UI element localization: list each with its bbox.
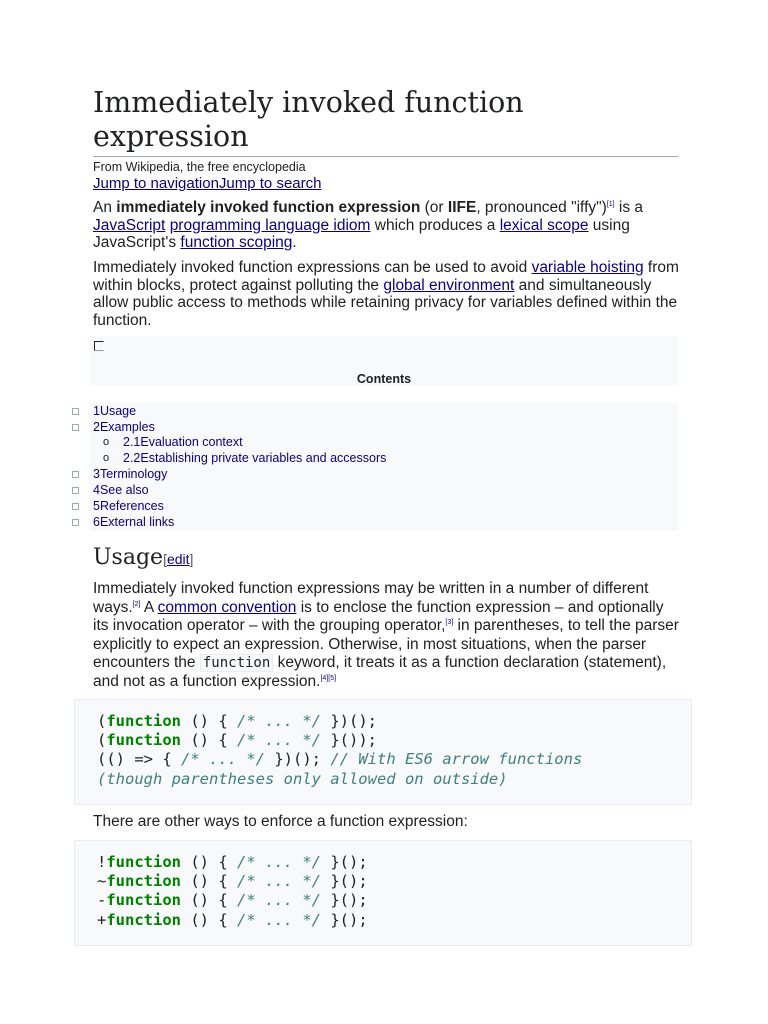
reference-2[interactable]: [2] <box>132 600 141 608</box>
code-token: }(); <box>321 910 368 929</box>
code-comment: /* ... */ <box>237 891 321 910</box>
intro-paragraph-2 <box>93 259 683 329</box>
code-comment: /* ... */ <box>237 731 321 750</box>
code-token: () { <box>181 872 237 891</box>
inline-code-function: function <box>200 654 273 672</box>
code-comment: /* ... */ <box>237 853 321 871</box>
text: and simultaneously allow public access to methods while retaining privacy for variables defined within the function. <box>93 276 678 329</box>
code-token: - <box>97 891 107 910</box>
jump-to-navigation-link[interactable]: Jump to navigation <box>93 175 219 192</box>
toc-number: 1 <box>93 404 100 418</box>
code-token: }(); <box>321 853 368 871</box>
toc-number: 4 <box>93 483 100 497</box>
code-token: + <box>97 910 107 929</box>
toc-bullet-icon <box>72 519 79 526</box>
code-line <box>97 750 582 768</box>
toc-label: See also <box>99 483 149 497</box>
bold-term: immediately invoked function expression <box>116 199 421 216</box>
text: is a <box>614 199 644 216</box>
bracket: ] <box>189 551 194 567</box>
code-keyword: function <box>106 872 181 891</box>
text: from within blocks, protect against polluting the <box>93 259 679 294</box>
link-lexical-scope[interactable]: lexical scope <box>499 216 589 234</box>
toc-number: 3 <box>93 467 100 481</box>
text: which produces a <box>370 216 500 234</box>
jump-to-search-link[interactable]: Jump to search <box>218 175 322 192</box>
section-heading-usage <box>93 544 193 573</box>
tagline: From Wikipedia, the free encyclopedia <box>93 160 306 174</box>
toc-toggle-checkbox[interactable] <box>94 341 104 351</box>
code-token: () { <box>181 891 237 910</box>
page-title: Immediately invoked function expression <box>93 86 678 157</box>
toc-sub-bullet-icon: o <box>103 436 110 448</box>
code-keyword: function <box>106 910 181 929</box>
link-function-scoping[interactable]: function scoping <box>180 234 293 251</box>
text: is to enclose the function expression – and optionally its invocation operator – with the grouping operator, <box>93 598 664 634</box>
code-token: () { <box>181 712 237 730</box>
code-keyword: function <box>106 712 181 730</box>
text: , pronounced "iffy") <box>476 199 607 216</box>
code-token: () { <box>181 731 237 750</box>
code-line <box>97 712 377 730</box>
code-block-1 <box>74 699 692 805</box>
edit-link[interactable]: edit <box>166 551 190 567</box>
toc-label: External links <box>99 515 175 529</box>
text: . <box>292 234 297 251</box>
usage-paragraph <box>93 580 683 691</box>
text: (or <box>420 199 448 216</box>
toc-bullet-icon <box>72 471 79 478</box>
toc-bullet-icon <box>72 408 79 415</box>
toc-title: Contents <box>356 372 412 386</box>
code-line <box>97 770 508 788</box>
toc-bullet-icon <box>72 487 79 494</box>
code-token: }(); <box>321 891 368 910</box>
other-ways-paragraph: There are other ways to enforce a function expression: <box>93 813 468 830</box>
toc-label: References <box>99 499 164 513</box>
toc-label: Establishing private variables and accessors <box>140 451 387 465</box>
code-line <box>97 872 368 890</box>
text: using JavaScript's <box>93 216 630 251</box>
code-line <box>97 853 368 871</box>
code-line <box>97 731 377 749</box>
code-token: }(); <box>321 872 368 891</box>
code-line <box>97 911 368 929</box>
link-javascript[interactable]: JavaScript <box>93 216 166 234</box>
toc-item-private-variables[interactable] <box>123 451 386 465</box>
reference-1[interactable]: [1] <box>606 200 615 208</box>
heading-text: Usage <box>93 545 164 570</box>
text: Immediately invoked function expressions may be written in a number of different ways. <box>93 580 649 616</box>
reference-3[interactable]: [3] <box>445 618 454 626</box>
text: keyword, it treats it as a function declaration (statement), and not as a function expression. <box>93 654 667 690</box>
code-token: () { <box>181 853 237 871</box>
code-line <box>97 891 368 909</box>
toc-bullet-icon <box>72 424 79 431</box>
text: Immediately invoked function expressions can be used to avoid <box>93 259 532 276</box>
code-comment: /* ... */ <box>237 910 321 929</box>
toc-header <box>90 336 678 386</box>
toc-item-see-also[interactable] <box>93 483 149 497</box>
toc-label: Examples <box>99 420 155 434</box>
link-common-convention[interactable]: common convention <box>157 598 297 616</box>
code-comment: (though parentheses only allowed on outside) <box>97 769 508 788</box>
bracket: [ <box>163 551 167 567</box>
toc-list <box>90 403 678 531</box>
toc-number: 2.1 <box>123 435 141 449</box>
code-token: (() => { <box>97 750 181 769</box>
code-keyword: function <box>106 731 181 750</box>
intro-paragraph-1 <box>93 199 683 252</box>
toc-item-terminology[interactable] <box>93 467 167 481</box>
code-comment: // With ES6 arrow functions <box>330 750 583 769</box>
code-token: })(); <box>265 750 331 769</box>
toc-label: Usage <box>99 404 137 418</box>
code-token: }()); <box>321 731 377 750</box>
text: in parentheses, to tell the parser explicitly to expect an expression. Otherwise, in most situations, when the parser encounters the <box>93 617 679 671</box>
link-global-environment[interactable]: global environment <box>383 276 515 294</box>
code-keyword: function <box>106 891 181 910</box>
code-token: ( <box>97 731 107 750</box>
toc-label: Terminology <box>99 467 168 481</box>
code-keyword: function <box>106 853 181 871</box>
toc-item-evaluation-context[interactable] <box>123 435 243 449</box>
reference-4-5[interactable]: [4][5] <box>320 674 337 682</box>
toc-item-external-links[interactable] <box>93 515 174 529</box>
toc-sub-bullet-icon: o <box>103 452 110 464</box>
toc-number: 5 <box>93 499 100 513</box>
bold-acronym: IIFE <box>447 199 477 216</box>
toc-item-references[interactable] <box>93 499 164 513</box>
text: An <box>93 199 117 216</box>
code-comment: /* ... */ <box>181 750 265 769</box>
code-token: () { <box>181 910 237 929</box>
text: A <box>140 598 158 616</box>
toc-label: Evaluation context <box>140 435 243 449</box>
code-token: ( <box>97 712 107 730</box>
link-variable-hoisting[interactable]: variable hoisting <box>531 259 644 276</box>
code-token: ! <box>97 853 107 871</box>
edit-section <box>163 551 193 567</box>
toc-number: 2 <box>93 420 100 434</box>
toc-number: 2.2 <box>123 451 141 465</box>
code-comment: /* ... */ <box>237 872 321 891</box>
link-programming-language-idiom[interactable]: programming language idiom <box>169 216 371 234</box>
toc-item-examples[interactable] <box>93 420 155 434</box>
toc-item-usage[interactable] <box>93 404 136 418</box>
code-token: })(); <box>321 712 377 730</box>
code-block-2 <box>74 840 692 946</box>
code-token: ~ <box>97 872 107 891</box>
jump-links <box>93 175 321 192</box>
code-comment: /* ... */ <box>237 712 321 730</box>
toc-bullet-icon <box>72 503 79 510</box>
toc-number: 6 <box>93 515 100 529</box>
